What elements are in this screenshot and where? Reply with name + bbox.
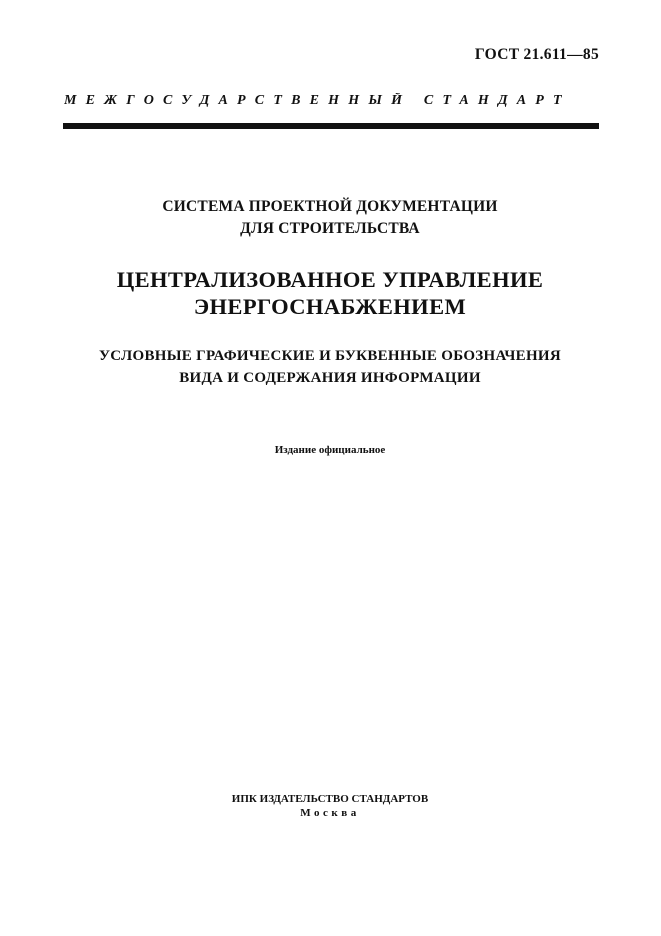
subtitle-line-2: ВИДА И СОДЕРЖАНИЯ ИНФОРМАЦИИ — [179, 370, 481, 386]
main-title-line-2: ЭНЕРГОСНАБЖЕНИЕМ — [193, 294, 467, 319]
publisher-city: Москва — [300, 807, 360, 819]
main-title — [30, 266, 630, 320]
edition-note: Издание официальное — [274, 444, 386, 456]
series-title — [30, 196, 630, 240]
document-code: ГОСТ 21.611—85 — [474, 46, 599, 63]
series-title-line-2: ДЛЯ СТРОИТЕЛЬСТВА — [240, 220, 420, 237]
subtitle-line-1: УСЛОВНЫЕ ГРАФИЧЕСКИЕ И БУКВЕННЫЕ ОБОЗНАЧЕНИЯ — [98, 348, 562, 364]
header-rule — [63, 123, 599, 129]
series-title-line-1: СИСТЕМА ПРОЕКТНОЙ ДОКУМЕНТАЦИИ — [162, 198, 498, 215]
main-title-line-1: ЦЕНТРАЛИЗОВАННОЕ УПРАВЛЕНИЕ — [116, 267, 544, 292]
publisher-block — [30, 792, 630, 820]
standard-type-heading: МЕЖГОСУДАРСТВЕННЫЙ СТАНДАРТ — [64, 93, 571, 108]
publisher-name: ИПК ИЗДАТЕЛЬСТВО СТАНДАРТОВ — [231, 793, 429, 805]
subtitle — [30, 345, 630, 389]
